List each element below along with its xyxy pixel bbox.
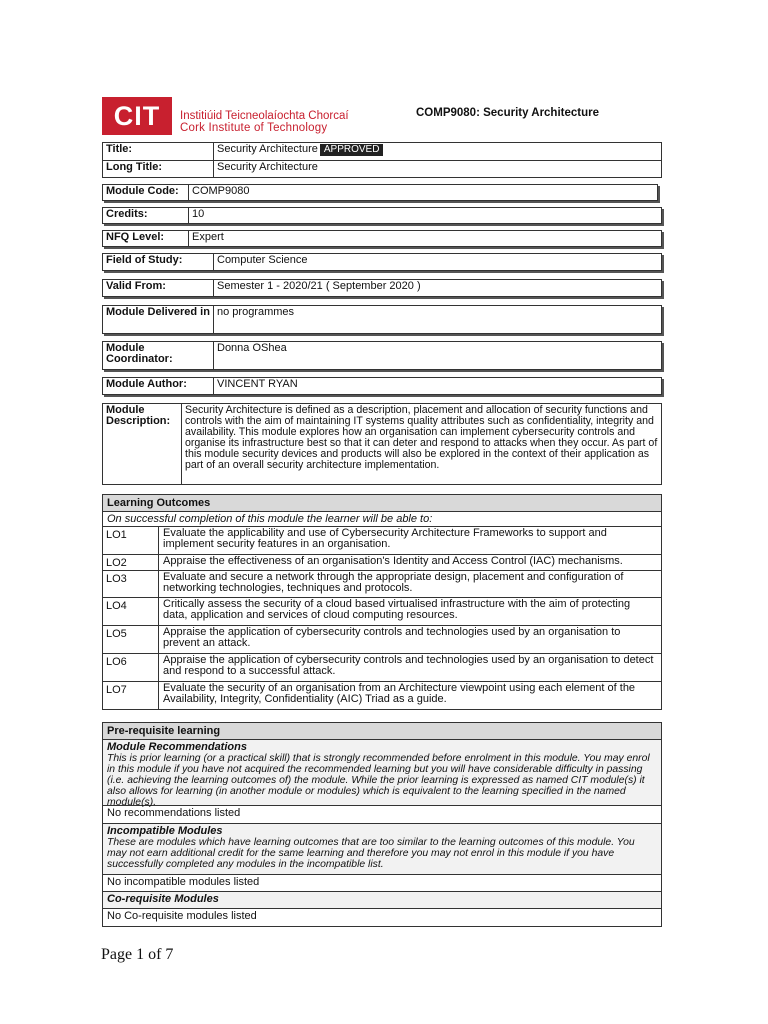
list-item [103,597,661,625]
corequisite-title: Co-requisite Modules [103,891,661,908]
learning-outcomes-table [102,494,662,710]
recommendations-section [103,739,661,808]
delivered-in-value: no programmes [217,306,295,318]
incompatible-section [103,823,661,874]
logo-irish-name: Institiúid Teicneolaíochta Chorcaí [180,110,349,122]
module-code-value: COMP9080 [192,185,250,197]
cit-logo [102,97,402,137]
coordinator-row [102,341,662,370]
valid-from-label: Valid From: [103,280,214,296]
list-item [103,625,661,653]
lo-code: LO6 [103,654,159,681]
author-row [102,377,662,395]
lo-text: Appraise the application of cybersecurity controls and technologies used by an organisation to prevent an attack. [163,626,621,649]
title-label: Title: [103,143,214,160]
lo-text: Appraise the effectiveness of an organisation's Identity and Access Control (IAC) mechanisms. [163,555,623,567]
lo-text: Evaluate the applicability and use of Cybersecurity Architecture Frameworks to support and implement security features in an organisation. [163,527,607,550]
long-title-label: Long Title: [103,161,214,177]
corequisite-value: No Co-requisite modules listed [103,908,661,926]
recommendations-title: Module Recommendations [107,741,247,753]
lo-text: Appraise the application of cybersecurity controls and technologies used by an organisation to detect and respond to a successful attack. [163,654,654,677]
recommendations-description: This is prior learning (or a practical skill) that is strongly recommended before enrolment in this module. You may enrol in this module if you have not acquired the recommended learning but you will have considerable difficulty in passing (i.e. achieving the learning outcomes of) the module. While the prior learning is expressed as named CIT module(s) it also allows for learning (in another module or modules) which is equivalent to the learning specified in the named module(s). [107,753,650,808]
lo-code: LO5 [103,626,159,653]
module-code-label: Module Code: [103,185,189,200]
list-item [103,653,661,681]
lo-code: LO1 [103,527,159,554]
incompatible-description: These are modules which have learning outcomes that are too similar to the learning outcomes of this module. You may not earn additional credit for the same learning and therefore you may not enrol in this module if you have successfully completed any modules in the incompatible list. [107,837,635,870]
field-of-study-label: Field of Study: [103,254,214,270]
lo-code: LO4 [103,598,159,625]
description-value: Security Architecture is defined as a description, placement and allocation of security functions and controls with the aim of maintaining IT systems quality attributes such as confidentiality, integrity and availability. This module explores how an organisation can implement cybersecurity controls and organise its infrastructure best so that it can deter and respond to attacks when they occur. As part of this module security devices and products will also be explored in the context of their application as part of an overall security architecture implementation. [185,404,658,471]
recommendations-value: No recommendations listed [103,805,661,823]
field-of-study-row [102,253,662,271]
credits-label: Credits: [103,208,189,223]
author-label: Module Author: [103,378,214,394]
long-title-value: Security Architecture [217,161,318,173]
credits-value: 10 [192,208,205,220]
status-badge: APPROVED [320,144,384,156]
module-code-row [102,184,658,201]
list-item [103,681,661,709]
lo-text: Evaluate the security of an organisation from an Architecture viewpoint using each element of the Availability, Integrity, Confidentiality (AIC) Triad as a guide. [163,682,636,705]
prerequisite-table [102,722,662,927]
coordinator-label: Module Coordinator: [103,342,214,369]
list-item [103,554,661,570]
author-value: VINCENT RYAN [217,378,298,390]
logo-english-name: Cork Institute of Technology [180,122,328,134]
description-row [102,403,662,485]
list-item [103,570,661,597]
header-title: COMP9080: Security Architecture [416,107,600,119]
prerequisite-heading: Pre-requisite learning [103,723,661,739]
learning-outcomes-heading: Learning Outcomes [103,495,661,511]
field-of-study-value: Computer Science [217,254,308,266]
lo-text: Evaluate and secure a network through the appropriate design, placement and configuration of networking technologies, techniques and protocols. [163,571,624,594]
lo-code: LO2 [103,555,159,570]
incompatible-title: Incompatible Modules [107,825,223,837]
list-item [103,526,661,554]
valid-from-row [102,279,662,297]
title-value: Security Architecture [217,143,318,155]
credits-row [102,207,662,224]
nfq-row [102,230,662,247]
lo-code: LO7 [103,682,159,709]
learning-outcomes-intro: On successful completion of this module the learner will be able to: [107,513,433,525]
lo-text: Critically assess the security of a cloud based virtualised infrastructure with the aim of protecting data, application and services of cloud computing resources. [163,598,631,621]
description-label: Module Description: [103,404,182,484]
page-number: Page 1 of 7 [101,946,174,963]
lo-code: LO3 [103,571,159,597]
cit-logo-mark: CIT [102,97,172,135]
delivered-in-row [102,305,662,334]
nfq-label: NFQ Level: [103,231,189,246]
nfq-value: Expert [192,231,224,243]
title-table [102,142,662,178]
coordinator-value: Donna OShea [217,342,287,354]
valid-from-value: Semester 1 - 2020/21 ( September 2020 ) [217,280,421,292]
delivered-in-label: Module Delivered in [103,306,214,333]
incompatible-value: No incompatible modules listed [103,874,661,891]
title-value-cell [214,143,661,160]
